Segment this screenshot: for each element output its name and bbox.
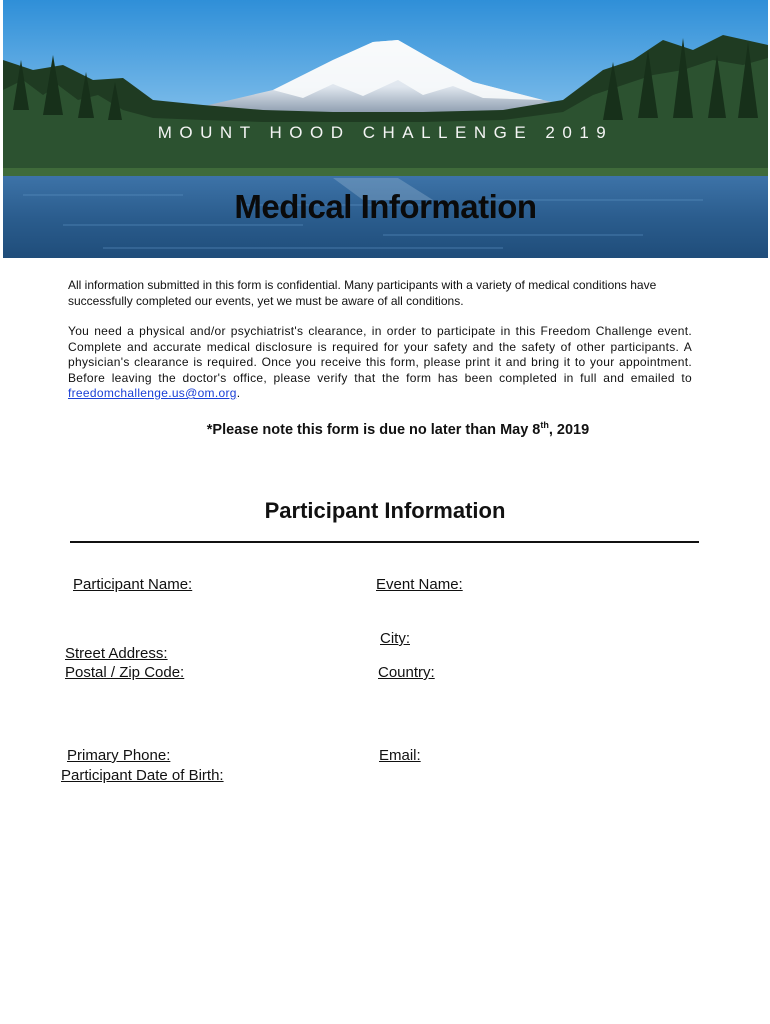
event-name-label: Event Name: [376,576,463,593]
city-label: City: [380,630,410,647]
date-of-birth-label: Participant Date of Birth: [61,767,224,784]
due-text: *Please note this form is due no later than May 8 [206,421,541,438]
due-year: , 2019 [548,421,590,438]
country-label: Country: [378,664,435,681]
due-date-notice [0,420,770,438]
postal-zip-label: Postal / Zip Code: [65,664,185,681]
confidentiality-paragraph: All information submitted in this form is confidential. Many participants with a variety of medical conditions have successfully completed our events, yet we must be aware of all conditions. [68,278,657,308]
event-banner-title: MOUNT HOOD CHALLENGE 2019 [157,123,614,142]
clearance-period: . [236,386,241,400]
page-title: Medical Information [234,188,537,225]
section-divider [70,541,699,543]
participant-section-title: Participant Information [264,498,506,523]
email-label: Email: [379,747,421,764]
clearance-text: You need a physical and/or psychiatrist's clearance, in order to participate in this Freedom Challenge event. Complete and accurate medical disclosure is required for your safety and the safety of other participants. A physician's clearance is required. Once you receive this form, please print it and bring it to your appointment. Before leaving the doctor's office, please verify that the form has been completed in full and emailed to [68,324,692,385]
due-superscript: th [540,420,549,430]
street-address-label: Street Address: [65,645,168,662]
participant-name-label: Participant Name: [73,576,193,593]
clearance-paragraph [68,324,692,402]
email-link[interactable]: freedomchallenge.us@om.org [68,386,237,400]
primary-phone-label: Primary Phone: [67,747,171,764]
header-banner [3,0,768,258]
